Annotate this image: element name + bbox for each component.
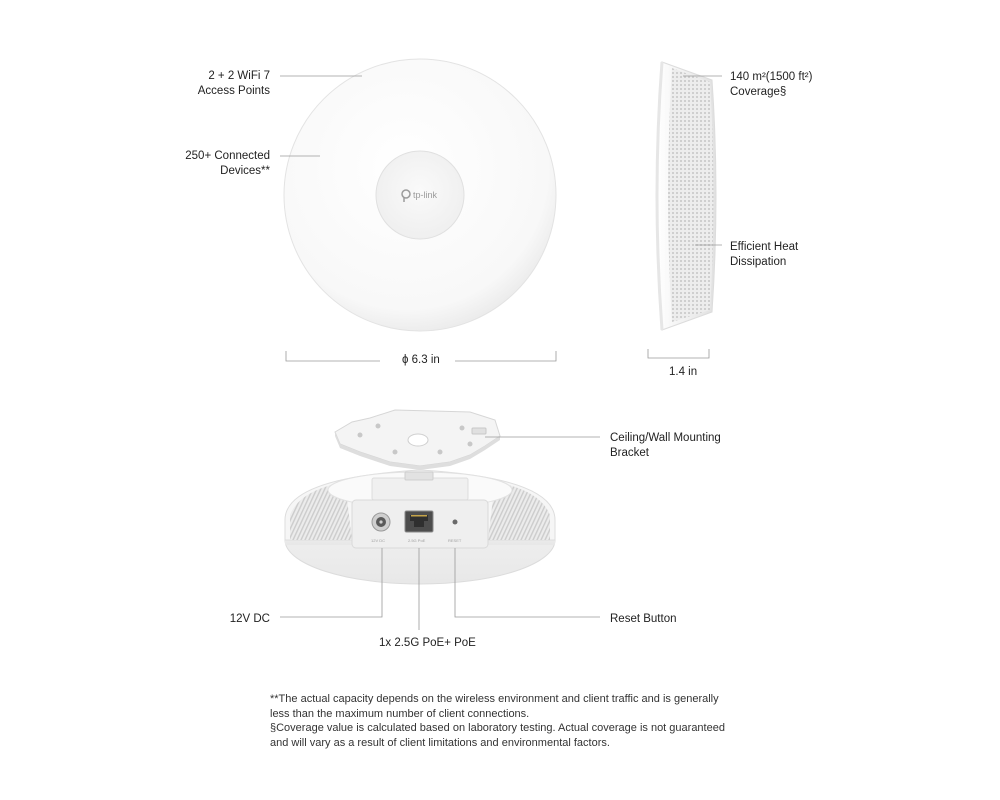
device-bottom-view bbox=[285, 470, 555, 584]
logo-text: tp-link bbox=[413, 190, 438, 200]
label-reset-button: Reset Button bbox=[610, 613, 677, 625]
label-12v-dc: 12V DC bbox=[229, 613, 270, 625]
label-mounting-bracket: Ceiling/Wall Mounting Bracket bbox=[610, 432, 721, 459]
reset-button-icon bbox=[453, 520, 458, 525]
dimension-thickness: 1.4 in bbox=[669, 366, 698, 378]
label-coverage: 140 m²(1500 ft²) Coverage§ bbox=[730, 71, 813, 98]
ethernet-port-icon bbox=[405, 511, 433, 532]
label-connected-devices: 250+ Connected Devices** bbox=[185, 150, 270, 177]
device-top-view bbox=[284, 59, 556, 331]
port-label-eth: 2.5G PoE bbox=[408, 538, 426, 543]
footnote-coverage: §Coverage value is calculated based on laboratory testing. Actual coverage is not guaranteed and will vary as a result of client limitations and environmental factors. bbox=[270, 722, 725, 749]
dim-thickness-line bbox=[648, 349, 709, 358]
footnotes bbox=[270, 692, 740, 750]
device-side-view bbox=[657, 62, 716, 330]
label-access-points: 2 + 2 WiFi 7 Access Points bbox=[197, 70, 270, 97]
dimension-diameter: ϕ 6.3 in bbox=[402, 354, 440, 366]
label-heat-dissipation: Efficient Heat Dissipation bbox=[730, 241, 799, 268]
footnote-capacity: **The actual capacity depends on the wireless environment and client traffic and is generally less than the maximum number of client connections. bbox=[270, 693, 719, 720]
dim-diameter-line-right bbox=[455, 351, 556, 361]
label-poe-port: 1x 2.5G PoE+ PoE bbox=[379, 637, 476, 649]
port-label-reset: RESET bbox=[448, 538, 462, 543]
dim-diameter-line-left bbox=[286, 351, 380, 361]
mounting-bracket bbox=[335, 410, 500, 470]
port-label-dc: 12V DC bbox=[371, 538, 386, 543]
